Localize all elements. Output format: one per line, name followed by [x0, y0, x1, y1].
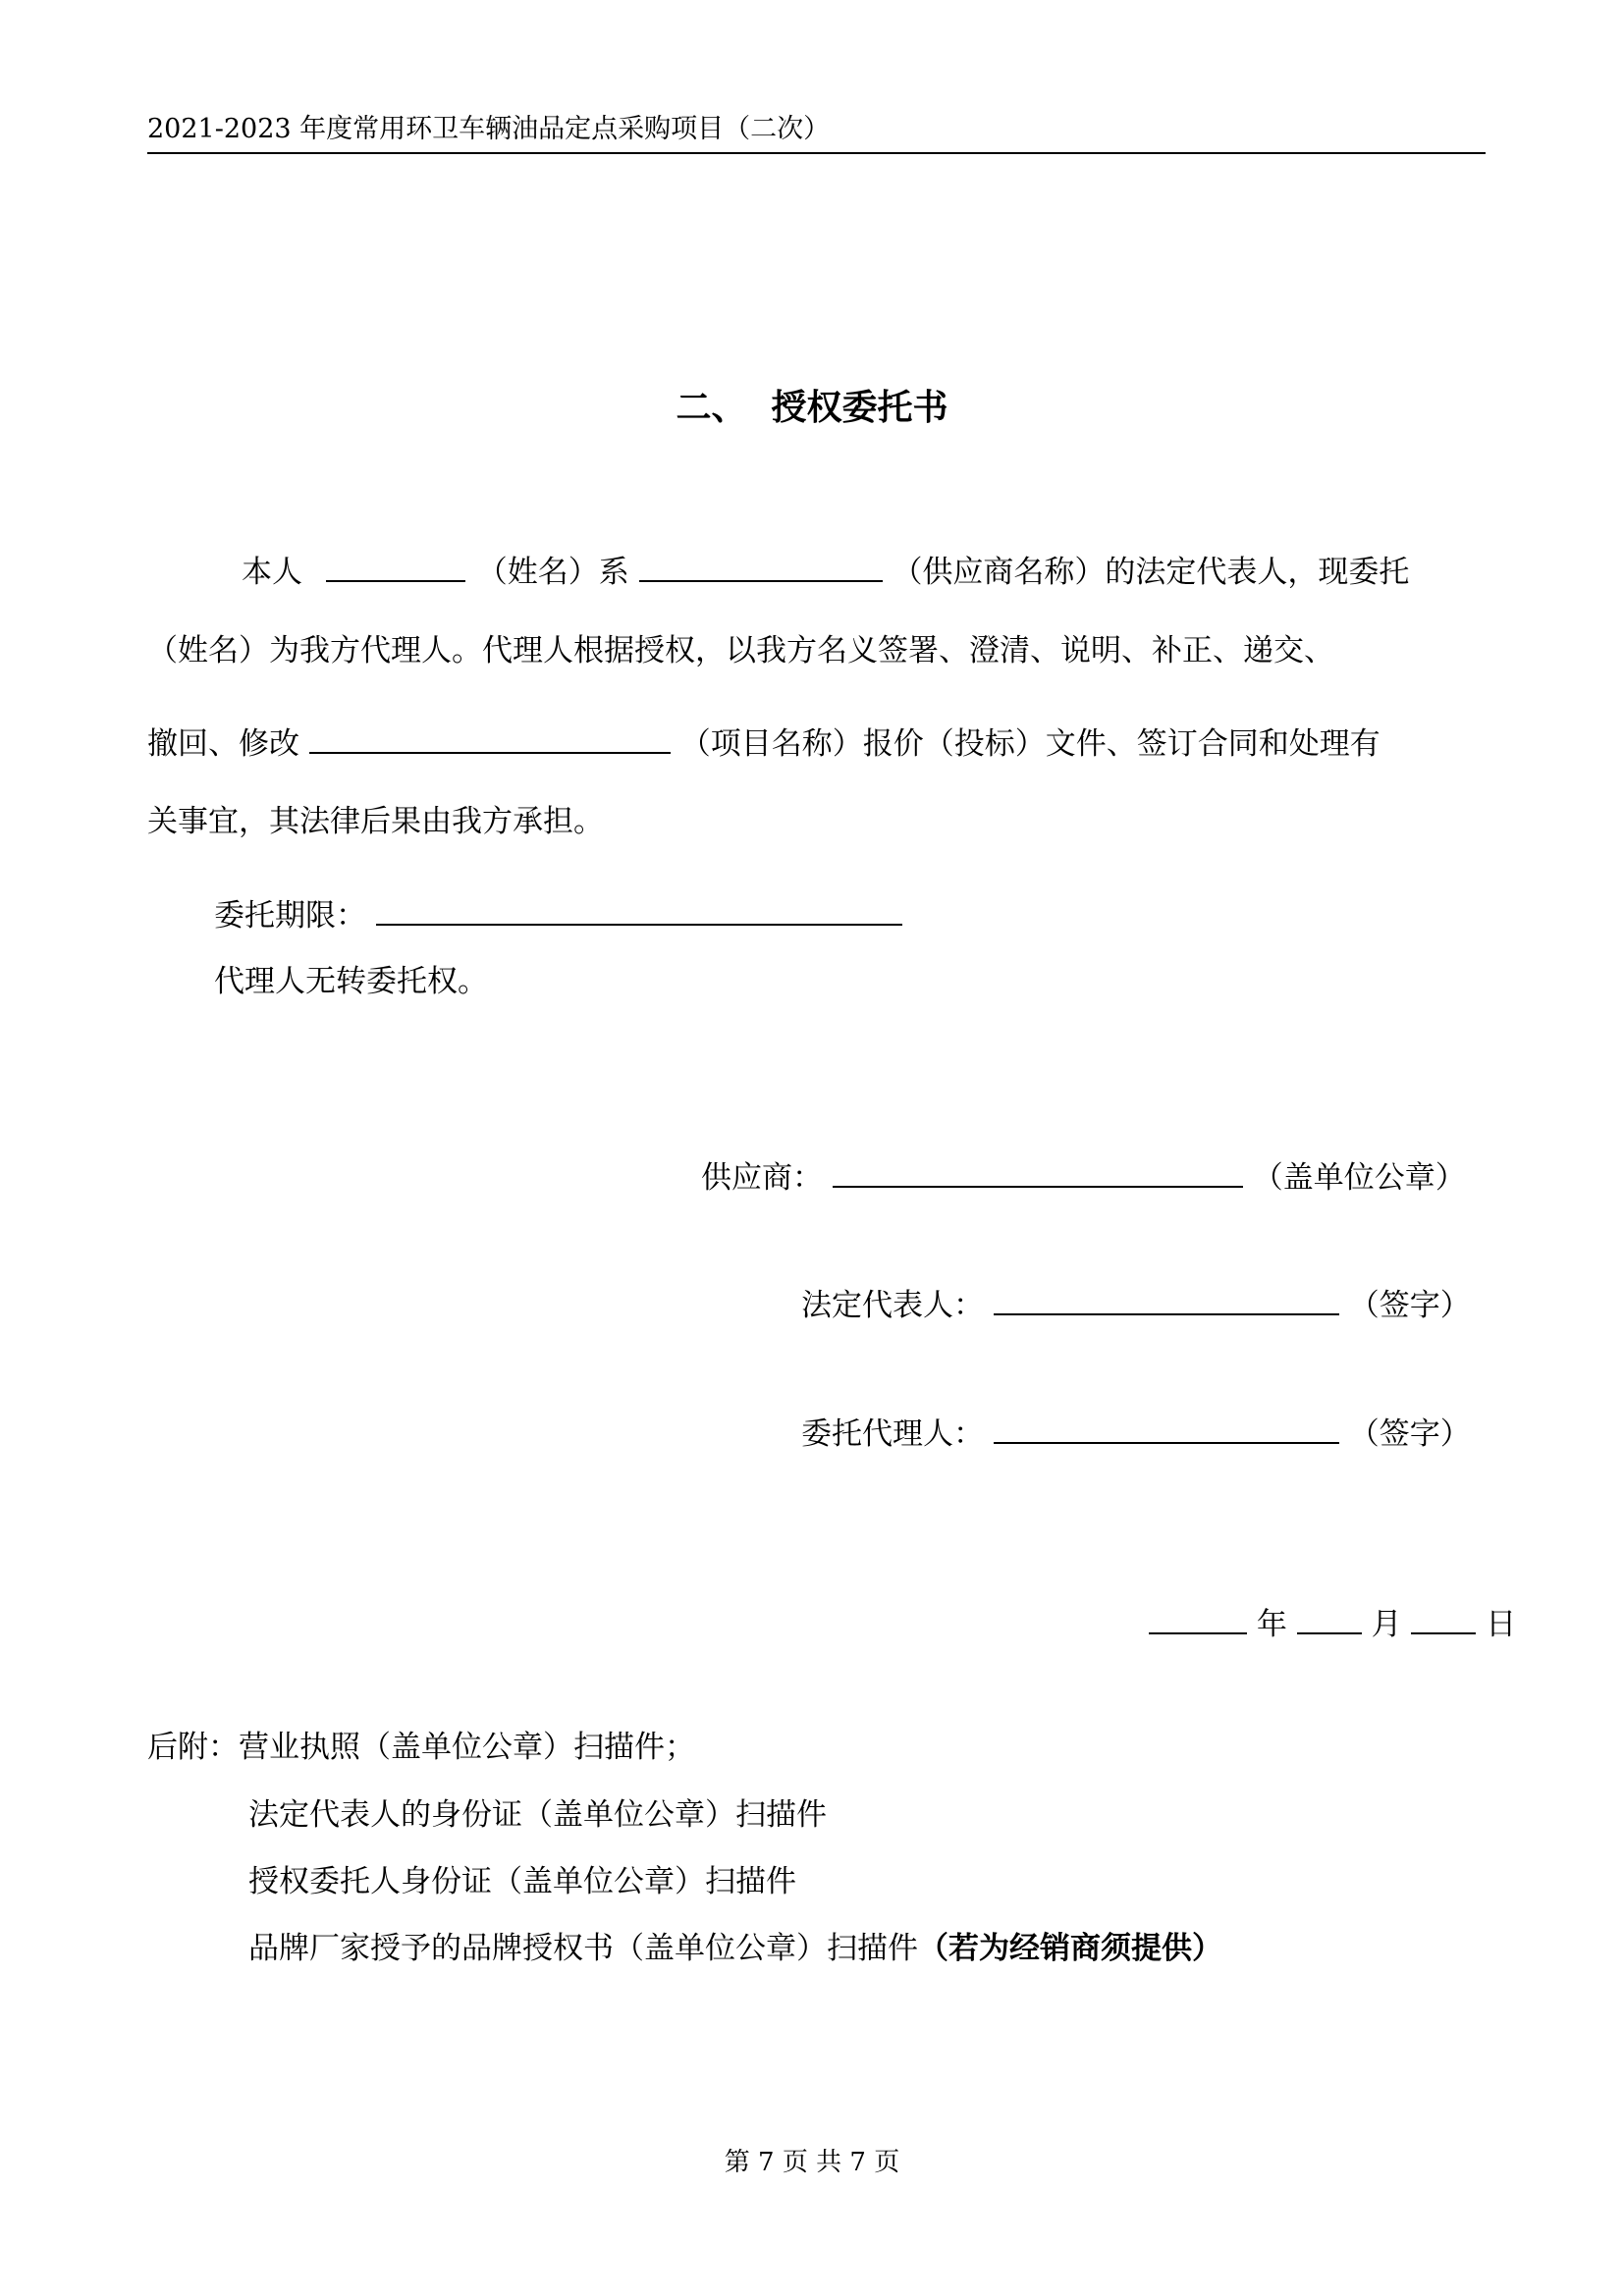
attachment-item-text: 品牌厂家授予的品牌授权书（盖单位公章）扫描件	[248, 1931, 918, 1966]
legal-rep-sign-note: （签字）	[1348, 1288, 1471, 1323]
attachment-item: 营业执照（盖单位公章）扫描件；	[239, 1730, 695, 1765]
day-label: 日	[1486, 1607, 1517, 1642]
term-blank	[376, 893, 902, 926]
date-line	[1149, 1602, 1516, 1640]
year-label: 年	[1256, 1607, 1287, 1642]
term-label: 委托期限：	[214, 898, 366, 934]
supplier-signature-line	[701, 1155, 1466, 1194]
text-project-docs: （项目名称）报价（投标）文件、签订合同和处理有	[679, 726, 1380, 762]
header-divider	[147, 152, 1486, 154]
day-blank	[1411, 1602, 1476, 1634]
text-withdraw: 撤回、修改	[147, 726, 299, 762]
attachment-item: 法定代表人的身份证（盖单位公章）扫描件	[248, 1797, 827, 1833]
supplier-label: 供应商：	[701, 1160, 823, 1196]
project-name-blank	[309, 721, 671, 754]
page-footer-number: 第 7 页 共 7 页	[724, 2148, 900, 2177]
legal-rep-blank	[994, 1283, 1339, 1315]
supplier-seal-note: （盖单位公章）	[1252, 1160, 1466, 1196]
attachment-item: 授权委托人身份证（盖单位公章）扫描件	[248, 1864, 796, 1899]
name-blank	[326, 550, 465, 582]
year-blank	[1149, 1602, 1247, 1634]
attachments-first-line	[147, 1730, 695, 1765]
term-line	[214, 893, 902, 932]
month-label: 月	[1371, 1607, 1402, 1642]
supplier-blank	[833, 1155, 1243, 1188]
page-header-title: 2021-2023 年度常用环卫车辆油品定点采购项目（二次）	[147, 114, 831, 144]
text-name-of: （姓名）系	[476, 555, 629, 590]
agent-signature-line	[801, 1412, 1471, 1450]
agent-blank	[994, 1412, 1339, 1444]
supplier-name-blank	[639, 550, 883, 582]
attachments-label: 后附：	[147, 1730, 239, 1765]
legal-rep-signature-line	[801, 1283, 1471, 1321]
agent-sign-note: （签字）	[1348, 1416, 1471, 1452]
distributor-required-note: （若为经销商须提供）	[918, 1931, 1222, 1966]
attachment-item-brand	[248, 1931, 1222, 1966]
text-legal-rep: （供应商名称）的法定代表人，现委托	[892, 555, 1410, 590]
text-self: 本人	[242, 555, 302, 590]
section-title: 二、 授权委托书	[676, 388, 948, 428]
agent-label: 委托代理人：	[801, 1416, 984, 1452]
no-subdelegation-note: 代理人无转委托权。	[214, 964, 488, 999]
paragraph-line-3	[147, 721, 1380, 760]
paragraph-line-2: （姓名）为我方代理人。代理人根据授权，以我方名义签署、澄清、说明、补正、递交、	[147, 633, 1334, 668]
month-blank	[1297, 1602, 1362, 1634]
legal-rep-label: 法定代表人：	[801, 1288, 984, 1323]
paragraph-line-4: 关事宜，其法律后果由我方承担。	[147, 804, 604, 839]
paragraph-line-1	[242, 550, 1409, 588]
